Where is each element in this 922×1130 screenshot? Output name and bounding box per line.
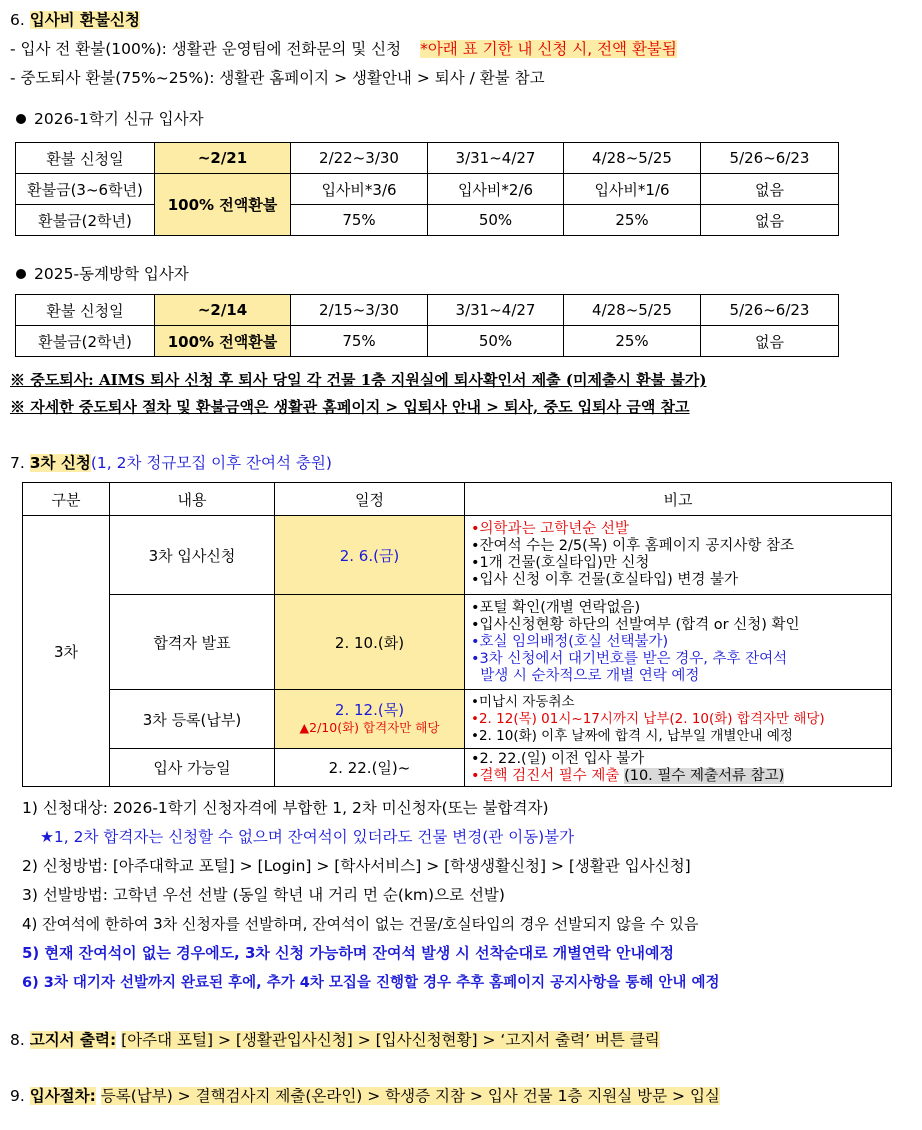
table-row	[16, 174, 839, 205]
bullet-icon	[16, 269, 26, 279]
section-9-text: 등록(납부) > 결핵검사지 제출(온라인) > 학생증 지참 > 입사 건물 1층 지원실 방문 > 입실	[100, 1087, 720, 1105]
section-6-line1: - 입사 전 환불(100%): 생활관 운영팀에 전화문의 및 신청 *아래 표 기한 내 신청 시, 전액 환불됨	[10, 40, 677, 58]
list-item: 6) 3차 대기자 선발까지 완료된 후에, 추가 4차 모집을 진행할 경우 추후 홈페이지 공지사항을 통해 안내 예정	[22, 975, 720, 991]
table-cell: 3/31~4/27	[428, 143, 564, 174]
table-row	[23, 483, 892, 516]
table-cell: 2/22~3/30	[291, 143, 428, 174]
schedule-cell: 2. 22.(일)~	[275, 749, 465, 787]
full-refund-cell: 100% 전액환불	[155, 326, 291, 357]
payment-note: ▲2/10(화) 합격자만 해당	[299, 720, 440, 735]
table-row	[16, 205, 839, 236]
note-cell: •의학과는 고학년순 선발 •잔여석 수는 2/5(목) 이후 홈페이지 공지사항 참조 •1개 건물(호실타입)만 신청 •입사 신청 이후 건물(호실타입) 변경 불가	[465, 516, 892, 595]
table-row	[16, 295, 839, 326]
table-cell: 환불금(3~6학년)	[16, 174, 155, 205]
table-cell: 없음	[701, 205, 839, 236]
schedule-cell: 2. 10.(화)	[275, 595, 465, 690]
section-6-title-text: 입사비 환불신청	[29, 11, 140, 29]
third-round-table	[22, 482, 892, 787]
table-cell: 입사비*2/6	[428, 174, 564, 205]
table-cell: 75%	[291, 326, 428, 357]
header-cell: 일정	[275, 483, 465, 516]
section-6-title: 6. 입사비 환불신청	[10, 11, 140, 29]
group-2025-winter: 2025-동계방학 입사자	[10, 263, 189, 285]
table-row	[23, 690, 892, 749]
section-8-title: 고지서 출력:	[29, 1031, 117, 1049]
table-cell: 입사비*1/6	[564, 174, 701, 205]
list-item: 1) 신청대상: 2026-1학기 신청자격에 부합한 1, 2차 미신청자(또는 불합격자)	[22, 799, 549, 817]
section-6-line2: - 중도퇴사 환불(75%~25%): 생활관 홈페이지 > 생활안내 > 퇴사 / 환불 참고	[10, 69, 545, 87]
table-row	[23, 516, 892, 595]
full-refund-cell: 100% 전액환불	[155, 174, 291, 236]
note-cell: •미납시 자동취소 •2. 12(목) 01시~17시까지 납부(2. 10(화) 합격자만 해당) •2. 10(화) 이후 날짜에 합격 시, 납부일 개별안내 예정	[465, 690, 892, 749]
note-details: ※ 자세한 중도퇴사 절차 및 환불금액은 생활관 홈페이지 > 입퇴사 안내 > 퇴사, 중도 입퇴사 금액 참고	[10, 398, 690, 416]
list-item: 2) 신청방법: [아주대학교 포털] > [Login] > [학사서비스] > [학생생활신청] > [생활관 입사신청]	[22, 857, 691, 875]
header-cell: 내용	[110, 483, 275, 516]
table-cell: 환불금(2학년)	[16, 326, 155, 357]
table-cell: ~2/14	[155, 295, 291, 326]
section-7-subtitle: (1, 2차 정규모집 이후 잔여석 충원)	[90, 454, 332, 472]
table-cell: 75%	[291, 205, 428, 236]
section-9: 9. 입사절차: 등록(납부) > 결핵검사지 제출(온라인) > 학생증 지참 > 입사 건물 1층 지원실 방문 > 입실	[10, 1087, 720, 1105]
group-2026-new: 2026-1학기 신규 입사자	[10, 108, 204, 130]
table-cell: 50%	[428, 326, 564, 357]
category-cell: 3차	[23, 516, 110, 787]
list-item: 3) 선발방법: 고학년 우선 선발 (동일 학년 내 거리 먼 순(km)으로 선발)	[22, 886, 505, 904]
list-item: ★1, 2차 합격자는 신청할 수 없으며 잔여석이 있더라도 건물 변경(관 이동)불가	[40, 828, 575, 846]
table-cell: 4/28~5/25	[564, 295, 701, 326]
table-cell: 5/26~6/23	[701, 143, 839, 174]
table-cell: 5/26~6/23	[701, 295, 839, 326]
table-cell: 2/15~3/30	[291, 295, 428, 326]
section-8-text: [아주대 포털] > [생활관입사신청] > [입사신청현황] > ‘고지서 출력’ 버튼 클릭	[121, 1031, 660, 1049]
schedule-cell: 2. 6.(금)	[275, 516, 465, 595]
section-7-title: 7. 3차 신청(1, 2차 정규모집 이후 잔여석 충원)	[10, 454, 332, 472]
table-cell: 25%	[564, 326, 701, 357]
table-row	[16, 143, 839, 174]
list-item: 5) 현재 잔여석이 없는 경우에도, 3차 신청 가능하며 잔여석 발생 시 선착순대로 개별연락 안내예정	[22, 944, 674, 962]
table-cell: 없음	[701, 174, 839, 205]
note-withdrawal: ※ 중도퇴사: AIMS 퇴사 신청 후 퇴사 당일 각 건물 1층 지원실에 퇴사확인서 제출 (미제출시 환불 불가)	[10, 371, 707, 389]
section-9-title: 입사절차:	[29, 1087, 96, 1105]
table-cell: 환불 신청일	[16, 295, 155, 326]
table-cell: 50%	[428, 205, 564, 236]
table-cell: 입사비*3/6	[291, 174, 428, 205]
table-cell: 환불 신청일	[16, 143, 155, 174]
table-cell: ~2/21	[155, 143, 291, 174]
table-cell: 3/31~4/27	[428, 295, 564, 326]
table-row	[16, 326, 839, 357]
schedule-cell: 2. 12.(목) ▲2/10(화) 합격자만 해당	[275, 690, 465, 749]
list-item: 4) 잔여석에 한하여 3차 신청자를 선발하며, 잔여석이 없는 건물/호실타입의 경우 선발되지 않을 수 있음	[22, 915, 699, 933]
content-cell: 3차 입사신청	[110, 516, 275, 595]
section-8: 8. 고지서 출력: [아주대 포털] > [생활관입사신청] > [입사신청현황] > ‘고지서 출력’ 버튼 클릭	[10, 1031, 660, 1049]
note-cell: •2. 22.(일) 이전 입사 불가 •결핵 검진서 필수 제출 (10. 필수 제출서류 참고)	[465, 749, 892, 787]
note-cell: •포털 확인(개별 연락없음) •입사신청현황 하단의 선발여부 (합격 or 신청) 확인 •호실 임의배정(호실 선택불가) •3차 신청에서 대기번호를 받은 경우, 추후 잔여석 발생 시 순차적으로 개별 연락 예정	[465, 595, 892, 690]
content-cell: 입사 가능일	[110, 749, 275, 787]
table-row	[23, 749, 892, 787]
bullet-icon	[16, 114, 26, 124]
table-row	[23, 595, 892, 690]
content-cell: 합격자 발표	[110, 595, 275, 690]
refund-table-2026	[15, 142, 839, 236]
table-cell: 25%	[564, 205, 701, 236]
table-cell: 환불금(2학년)	[16, 205, 155, 236]
table-cell: 4/28~5/25	[564, 143, 701, 174]
header-cell: 비고	[465, 483, 892, 516]
header-cell: 구분	[23, 483, 110, 516]
table-cell: 없음	[701, 326, 839, 357]
refund-table-2025	[15, 294, 839, 357]
content-cell: 3차 등록(납부)	[110, 690, 275, 749]
refund-deadline-note: *아래 표 기한 내 신청 시, 전액 환불됨	[420, 40, 677, 58]
